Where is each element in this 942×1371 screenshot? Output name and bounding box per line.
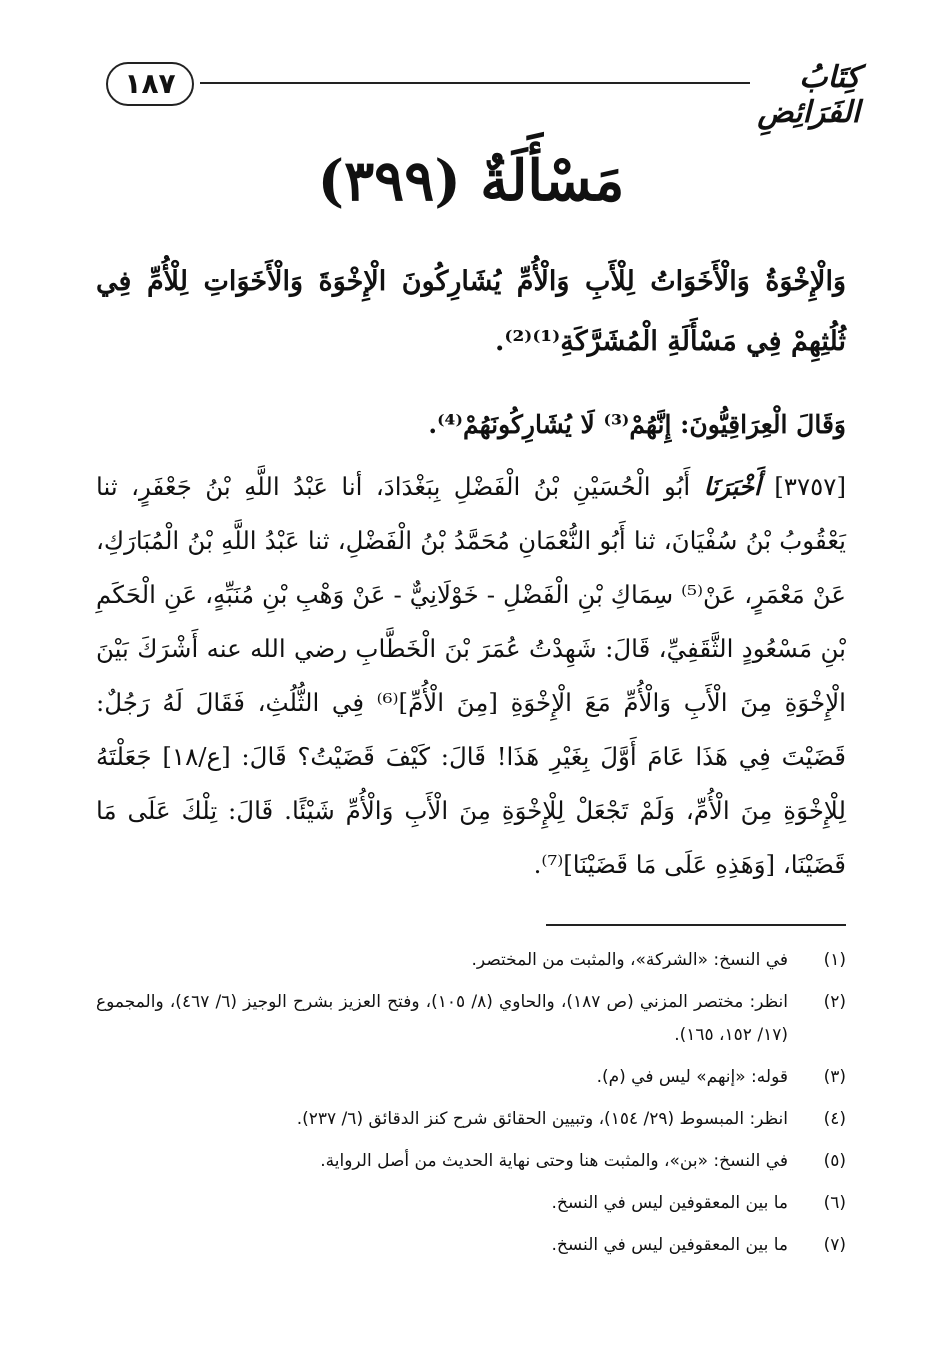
footnote-text: في النسخ: «بن»، والمثبت هنا وحتى نهاية الحديث من أصل الرواية. [320, 1151, 788, 1171]
issue-statement: وَالْإِخْوَةُ وَالْأَخَوَاتُ لِلْأَبِ وَالْأُمِّ يُشَارِكُونَ الْإِخْوَةَ وَالْأَخَوَاتِ لِلْأُمِّ فِي ثُلُثِهِمْ فِي مَسْأَلَةِ الْمُشَرَّكَةِ⁽¹⁾⁽²⁾. [96, 266, 846, 357]
footnote-text: ما بين المعقوفين ليس في النسخ. [551, 1193, 788, 1213]
footnote-item [96, 944, 846, 977]
footnote-item [96, 986, 846, 1052]
footnote-text: قوله: «إنهم» ليس في (م). [596, 1067, 788, 1087]
footnote-text: انظر: المبسوط (٢٩/ ١٥٤)، وتبيين الحقائق شرح كنز الدقائق (٦/ ٢٣٧). [296, 1109, 788, 1129]
footnote-item [96, 1229, 846, 1262]
footnote-number: (٣) [823, 1067, 846, 1087]
footnote-number: (٧) [823, 1235, 846, 1255]
footnote-item [96, 1187, 846, 1220]
narration-number: [٣٧٥٧] [774, 472, 846, 501]
footnote-separator [546, 924, 846, 926]
footnote-item [96, 1103, 846, 1136]
header-rule [200, 82, 750, 84]
page-header [100, 60, 860, 130]
narration-text: أَبُو الْحُسَيْنِ بْنُ الْفَضْلِ بِبَغْدَادَ، أنا عَبْدُ اللَّهِ بْنُ جَعْفَرٍ، ثنا يَعْقُوبُ بْنُ سُفْيَانَ، ثنا أَبُو النُّعْمَانِ مُحَمَّدُ بْنُ الْفَضْلِ، ثنا عَبْدُ اللَّهِ بْنُ الْمُبَارَكِ، عَنْ مَعْمَرٍ، عَنْ⁽⁵⁾ سِمَاكِ بْنِ الْفَضْلِ - خَوْلَانِيٌّ - عَنْ وَهْبِ بْنِ مُنَبِّهٍ، عَنِ الْحَكَمِ بْنِ مَسْعُودٍ الثَّقَفِيِّ، قَالَ: شَهِدْتُ عُمَرَ بْنَ الْخَطَّابِ رضي الله عنه أَشْرَكَ بَيْنَ الْإِخْوَةِ مِنَ الْأَبِ وَالْأُمِّ مَعَ الْإِخْوَةِ [مِنَ الْأُمِّ]⁽⁶⁾ فِي الثُّلُثِ، فَقَالَ لَهُ رَجُلٌ: قَضَيْتَ فِي هَذَا عَامَ أَوَّلَ بِغَيْرِ هَذَا! قَالَ: كَيْفَ قَضَيْتُ؟ قَالَ: [ع/١٨] جَعَلْتَهُ لِلْإِخْوَةِ مِنَ الْأُمِّ، وَلَمْ تَجْعَلْ لِلْإِخْوَةِ مِنَ الْأَبِ وَالْأُمِّ شَيْئًا. قَالَ: تِلْكَ عَلَى مَا قَضَيْنَا، [وَهَذِهِ عَلَى مَا قَضَيْنَا]⁽⁷⁾. [96, 472, 846, 879]
footnote-item [96, 1061, 846, 1094]
footnote-item [96, 1145, 846, 1178]
book-title: كِتَابُ الفَرَائِضِ [757, 60, 860, 130]
footnote-text: انظر: مختصر المزني (ص ١٨٧)، والحاوي (٨/ ١٠٥)، وفتح العزيز بشرح الوجيز (٦/ ٤٦٧)، والمجموع (١٧/ ١٥٢، ١٦٥). [96, 992, 789, 1045]
footnote-number: (٤) [823, 1109, 846, 1129]
footnote-number: (١) [823, 950, 846, 970]
footnote-number: (٢) [823, 992, 846, 1012]
footnote-number: (٦) [823, 1193, 846, 1213]
footnote-number: (٥) [823, 1151, 846, 1171]
page-number: ١٨٧ [106, 62, 194, 106]
narration [96, 460, 846, 892]
footnote-text: في النسخ: «الشركة»، والمثبت من المختصر. [471, 950, 788, 970]
iraqi-view: وَقَالَ الْعِرَاقِيُّونَ: إِنَّهُمْ⁽³⁾ لَا يُشَارِكُونَهُمْ⁽⁴⁾. [428, 410, 846, 439]
issue-title: مَسْأَلَةٌ (٣٩٩) [317, 148, 625, 214]
footnote-text: ما بين المعقوفين ليس في النسخ. [551, 1235, 788, 1255]
narration-tag: أَخْبَرَنَا [703, 472, 761, 501]
footnotes-list [96, 944, 846, 1271]
